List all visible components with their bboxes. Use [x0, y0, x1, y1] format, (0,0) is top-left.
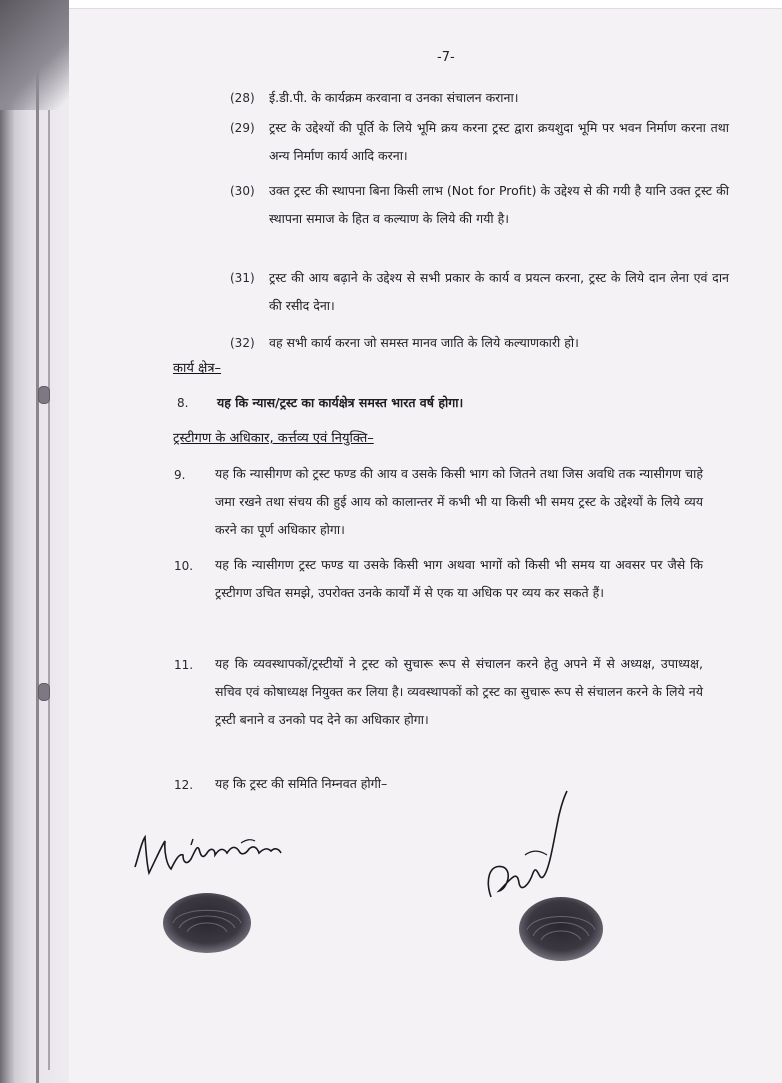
- para-number: 9.: [174, 468, 186, 482]
- item-text: ट्रस्ट के उद्देश्यों की पूर्ति के लिये भूमि क्रय करना ट्रस्ट द्वारा क्रयशुदा भूमि पर भवन निर्माण करना तथा अन्य निर्माण कार्य आदि करना।: [269, 120, 729, 163]
- para-text: यह कि न्यासीगण ट्रस्ट फण्ड या उसके किसी भाग अथवा भागों को किसी भी समय या अवसर पर जैसे कि ट्रस्टीगण उचित समझे, उपरोक्त उनके कार्यों में से एक या अधिक पर व्यय कर सकते हैं।: [215, 557, 703, 600]
- para-text: यह कि ट्रस्ट की समिति निम्नवत होगी–: [215, 776, 388, 791]
- binder-hole: [38, 386, 50, 404]
- section-heading: कार्य क्षेत्र–: [173, 361, 222, 376]
- binder-fold: [36, 0, 39, 1083]
- document-page: [69, 0, 782, 1083]
- item-number: (32): [230, 336, 255, 350]
- binder-strip: [14, 0, 70, 1083]
- page-number: -7-: [437, 50, 455, 65]
- section-heading: ट्रस्टीगण के अधिकार, कर्त्तव्य एवं नियुक्ति–: [173, 431, 374, 446]
- para-text: यह कि न्यास/ट्रस्ट का कार्यक्षेत्र समस्त भारत वर्ष होगा।: [217, 395, 464, 410]
- para-number: 8.: [177, 396, 189, 410]
- item-number: (30): [230, 184, 255, 198]
- item-text: वह सभी कार्य करना जो समस्त मानव जाति के लिये कल्याणकारी हो।: [269, 335, 579, 350]
- item-number: (28): [230, 91, 255, 105]
- binder-hole: [38, 683, 50, 701]
- scanner-edge: [0, 0, 14, 1083]
- left-signature: [131, 825, 321, 885]
- page-top-edge: [69, 0, 782, 9]
- para-text: यह कि न्यासीगण को ट्रस्ट फण्ड की आय व उसके किसी भाग को जितने तथा जिस अवधि तक न्यासीगण चाहे जमा रखने तथा संचय की हुई आय को कालान्तर में कभी भी या किसी भी समय ट्रस्ट के उद्देश्यों के लिये व्यय करने का पूर्ण अधिकार होगा।: [215, 466, 703, 537]
- item-text: उक्त ट्रस्ट की स्थापना बिना किसी लाभ (Not for Profit) के उद्देश्य से की गयी है यानि उक्त ट्रस्ट की स्थापना समाज के हित व कल्याण के लिये की गयी है।: [269, 183, 729, 226]
- left-thumb-impression: [159, 890, 255, 956]
- item-text: ट्रस्ट की आय बढ़ाने के उद्देश्य से सभी प्रकार के कार्य व प्रयत्न करना, ट्रस्ट के लिये दान लेना एवं दान की रसीद देना।: [269, 270, 729, 313]
- right-signature: [477, 785, 587, 905]
- para-number: 10.: [174, 559, 194, 573]
- right-thumb-impression: [515, 894, 607, 964]
- item-number: (31): [230, 271, 255, 285]
- para-number: 11.: [174, 658, 194, 672]
- para-text: यह कि व्यवस्थापकों/ट्रस्टीयों ने ट्रस्ट को सुचारू रूप से संचालन करने हेतु अपने में से अध्यक्ष, उपाध्यक्ष, सचिव एवं कोषाध्यक्ष नियुक्त कर लिया है। व्यवस्थापकों को ट्रस्ट का सुचारू रूप से संचालन करने के लिये नये ट्रस्टी बनाने व उनको पद देने का अधिकार होगा।: [215, 656, 703, 727]
- item-number: (29): [230, 121, 255, 135]
- item-text: ई.डी.पी. के कार्यक्रम करवाना व उनका संचालन कराना।: [269, 90, 519, 105]
- binder-fold-inner: [48, 110, 50, 1070]
- para-number: 12.: [174, 778, 194, 792]
